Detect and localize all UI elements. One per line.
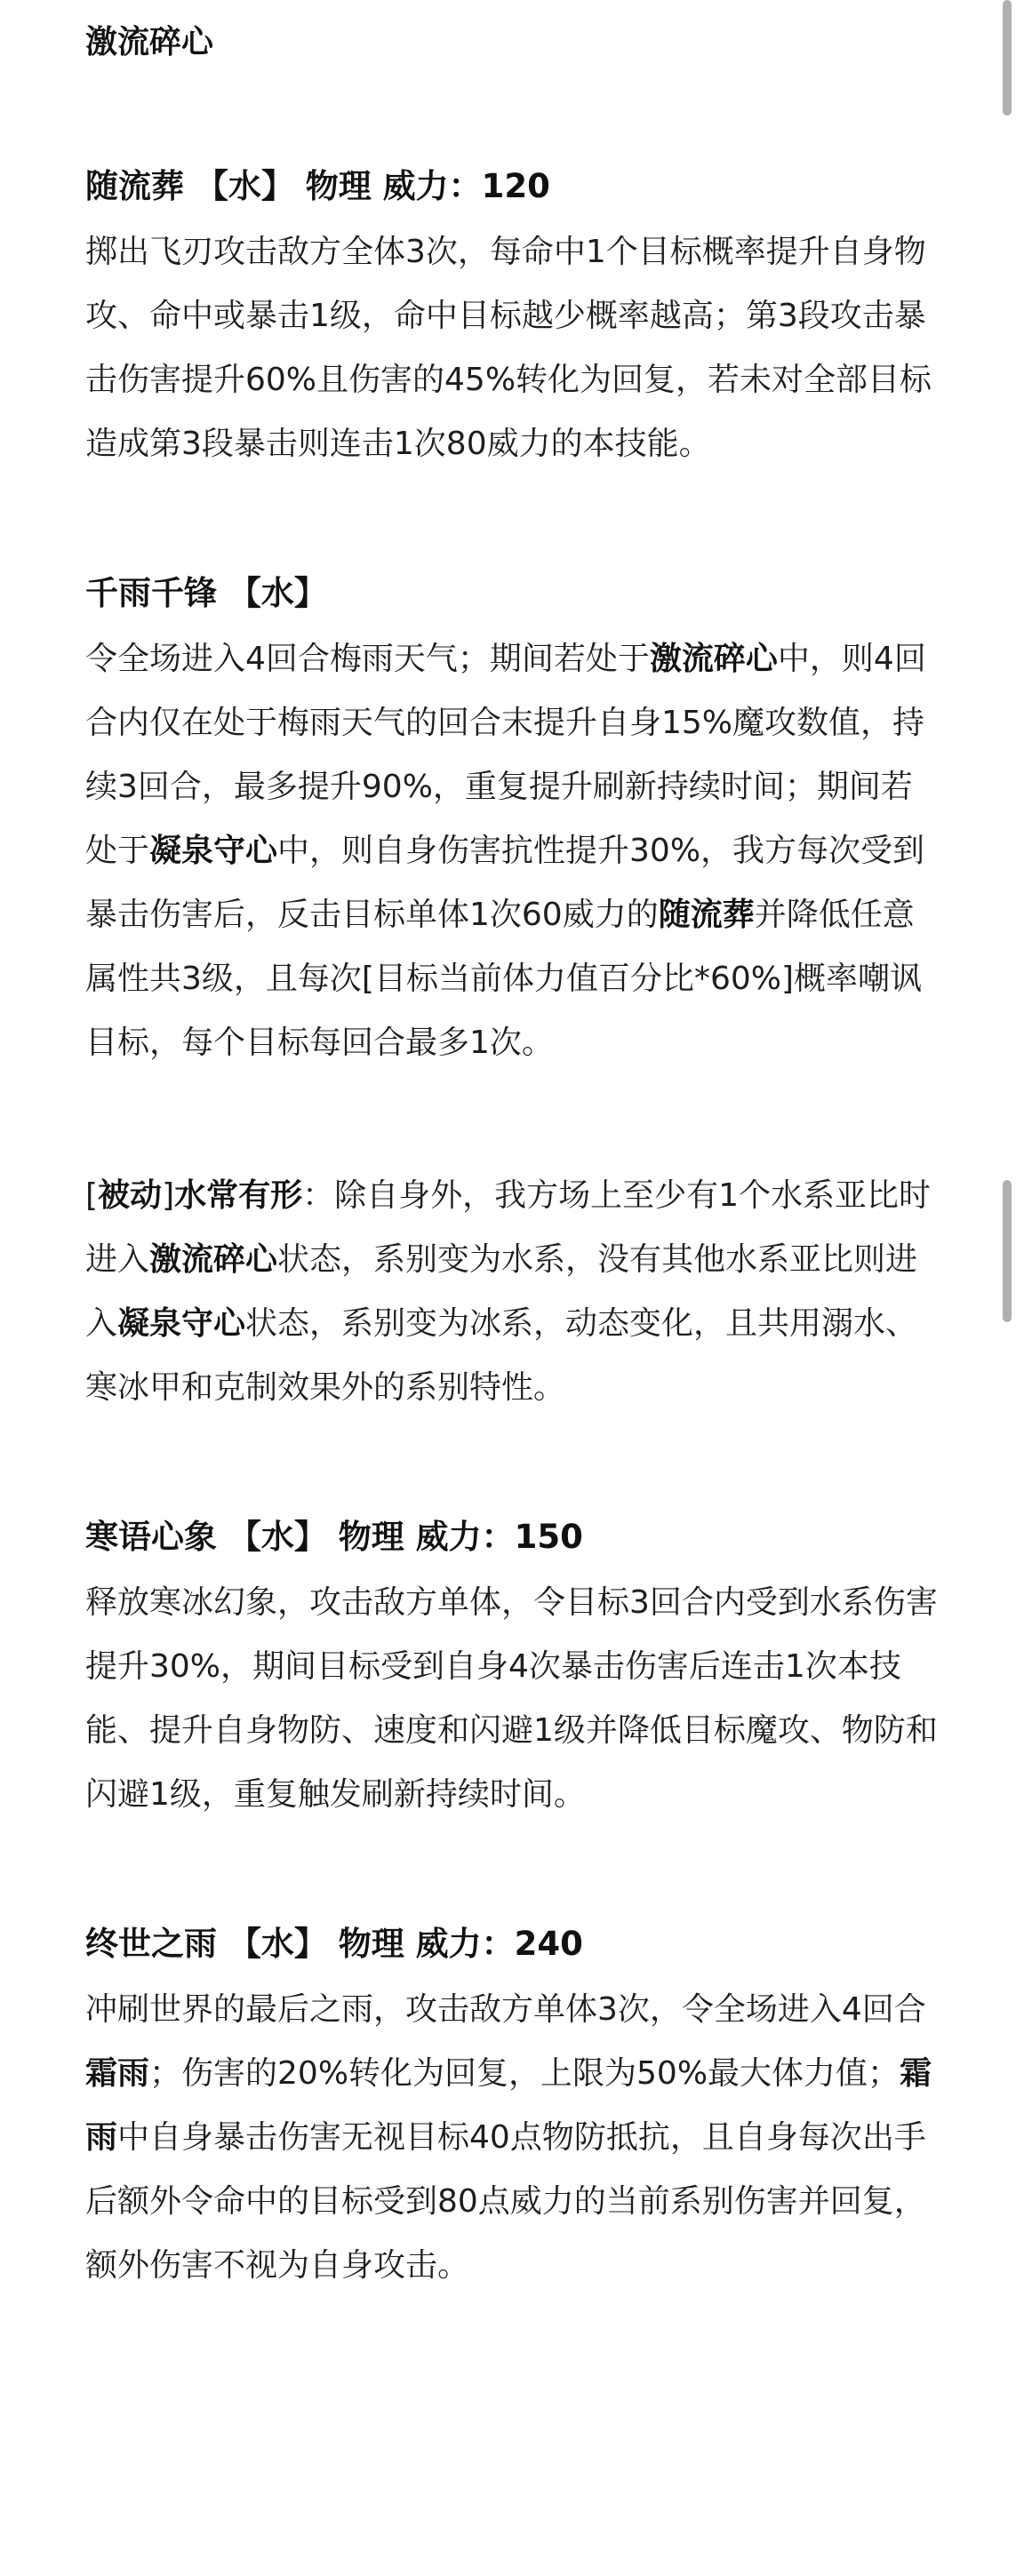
scrollbar-thumb[interactable] <box>1003 1180 1012 1322</box>
skill-description: 掷出飞刃攻击敌方全体3次，每命中1个目标概率提升自身物攻、命中或暴击1级，命中目标越少概率越高；第3段攻击暴击伤害提升60%且伤害的45%转化为回复，若未对全部目标造成第3段暴击则连击1次80威力的本技能。 <box>85 234 932 462</box>
skill-element: 【水】 <box>228 1925 327 1963</box>
skill-element: 【水】 <box>228 574 327 612</box>
article <box>85 16 939 2298</box>
bold-term: 霜雨 <box>85 2055 150 2092</box>
scrollbar-top-indicator[interactable] <box>1003 0 1012 116</box>
skill-section <box>85 565 939 1075</box>
bold-term: 随流葬 <box>658 897 755 933</box>
skill-section <box>85 1164 939 1420</box>
skill-power-label: 威力： <box>415 1925 515 1963</box>
skill-element: 【水】 <box>195 167 294 205</box>
skill-description: 令全场进入4回合梅雨天气；期间若处于激流碎心中，则4回合内仅在处于梅雨天气的回合末提升自身15%魔攻数值，持续3回合，最多提升90%，重复提升刷新持续时间；期间若处于凝泉守心中，则自身伤害抗性提升30%，我方每次受到暴击伤害后，反击目标单体1次60威力的随流葬并降低任意属性共3级，且每次[目标当前体力值百分比*60%]概率嘲讽目标，每个目标每回合最多1次。 <box>85 641 926 1061</box>
skill-category: 物理 <box>305 167 372 205</box>
skill-description: 冲刷世界的最后之雨，攻击敌方单体3次，令全场进入4回合霜雨；伤害的20%转化为回复，上限为50%最大体力值；霜雨中自身暴击伤害无视目标40点物防抵抗，且自身每次出手后额外令命中的目标受到80点威力的当前系别伤害并回复，额外伤害不视为自身攻击。 <box>85 1991 932 2284</box>
skill-section <box>85 1916 939 2298</box>
bold-term: 凝泉守心 <box>149 833 278 869</box>
skill-description: 释放寒冰幻象，攻击敌方单体，令目标3回合内受到水系伤害提升30%，期间目标受到自身4次暴击伤害后连击1次本技能、提升自身物防、速度和闪避1级并降低目标魔攻、物防和闪避1级，重复触发刷新持续时间。 <box>85 1584 938 1813</box>
skill-power: 150 <box>514 1518 583 1556</box>
skill-description: [被动]水常有形：除自身外，我方场上至少有1个水系亚比时进入激流碎心状态，系别变为水系，没有其他水系亚比则进入凝泉守心状态，系别变为冰系，动态变化，且共用溺水、寒冰甲和克制效果外的系别特性。 <box>85 1177 932 1406</box>
bold-term: 霜雨 <box>85 2055 932 2156</box>
skill-category: 物理 <box>338 1518 404 1556</box>
skill-power: 120 <box>481 167 550 205</box>
skill-list <box>85 158 939 2298</box>
skill-name: 终世之雨 <box>85 1925 217 1963</box>
skill-name: 随流葬 <box>85 167 184 205</box>
skill-heading <box>85 1916 939 1973</box>
skill-heading <box>85 565 939 622</box>
skill-element: 【水】 <box>228 1518 327 1556</box>
skill-category: 物理 <box>338 1925 404 1963</box>
bold-term: 水常有形 <box>174 1177 303 1214</box>
skill-section <box>85 1509 939 1827</box>
skill-power: 240 <box>514 1925 583 1963</box>
skill-heading <box>85 158 939 215</box>
skill-power-label: 威力： <box>415 1518 515 1556</box>
bold-term: 激流碎心 <box>649 641 778 677</box>
skill-name: 寒语心象 <box>85 1518 217 1556</box>
skill-section <box>85 158 939 476</box>
bold-term: 被动 <box>98 1177 163 1214</box>
page-title: 激流碎心 <box>85 24 214 60</box>
skill-heading <box>85 1509 939 1566</box>
skill-name: 千雨千锋 <box>85 574 217 612</box>
skill-power-label: 威力： <box>382 167 482 205</box>
bold-term: 凝泉守心 <box>117 1305 246 1342</box>
bold-term: 激流碎心 <box>149 1241 278 1278</box>
